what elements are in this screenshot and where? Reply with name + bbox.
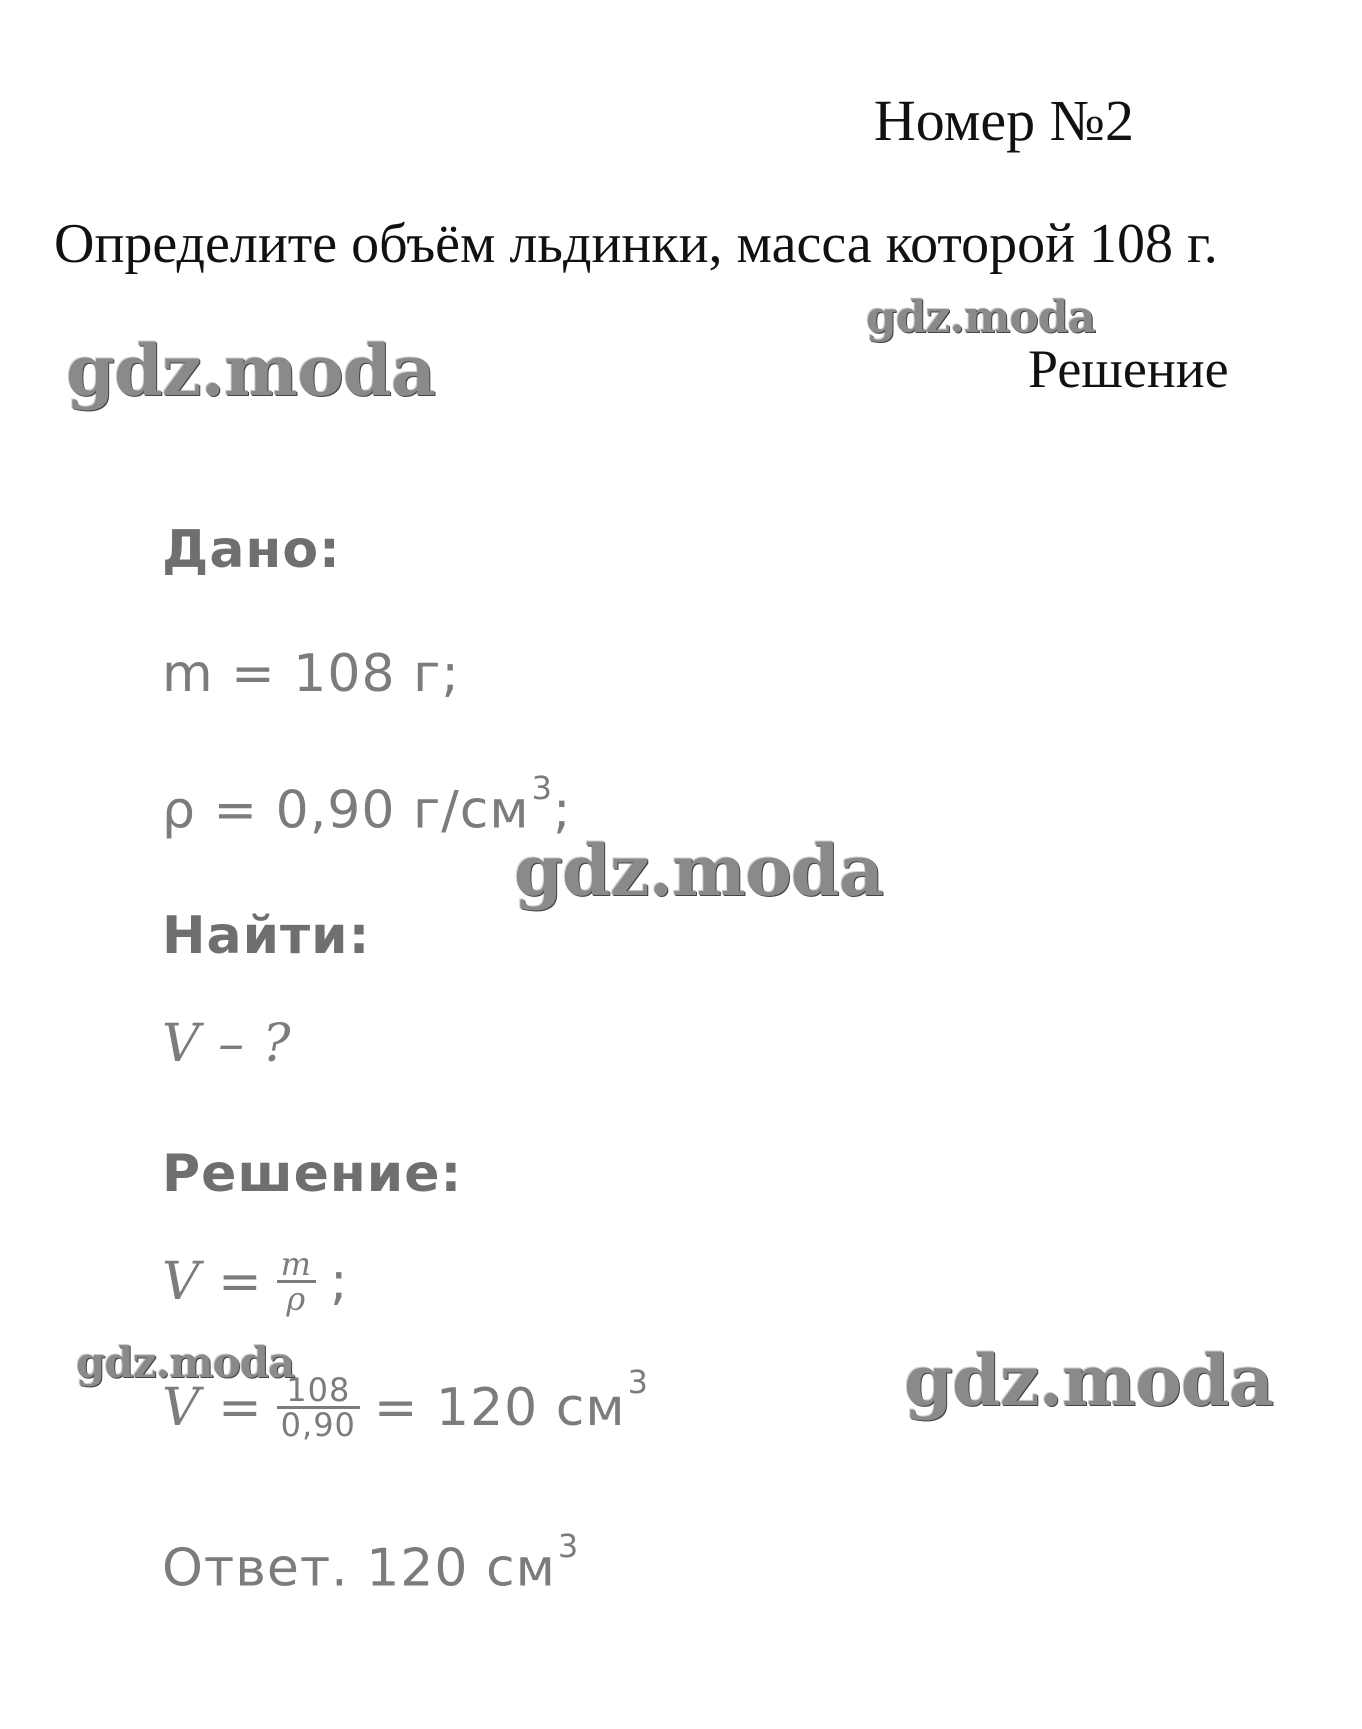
given-density-power: 3 (531, 769, 553, 807)
formula-volume (162, 1245, 349, 1318)
formula-volume-fraction (277, 1245, 316, 1318)
watermark: gdz.moda (866, 292, 1096, 343)
find-heading: Найти: (162, 906, 371, 966)
answer (162, 1527, 580, 1599)
formula-volume-end: ; (330, 1251, 349, 1312)
given-mass: m = 108 г; (162, 644, 460, 704)
fraction-numerator: 108 (277, 1374, 360, 1409)
answer-power: 3 (557, 1527, 580, 1565)
find-item: V – ? (162, 1014, 292, 1074)
formula-calc-rhs: = 120 см (373, 1377, 626, 1438)
formula-volume-lhs: V = (162, 1251, 263, 1312)
watermark: gdz.moda (904, 1339, 1274, 1422)
fraction-denominator: ρ (286, 1280, 307, 1318)
task-number: Номер №2 (873, 88, 1134, 153)
task-statement: Определите объём льдинки, масса которой 108 г. (54, 213, 1218, 275)
watermark: gdz.moda (66, 329, 436, 412)
formula-calc-fraction (277, 1371, 360, 1444)
given-density-text: ρ = 0,90 г/см (162, 780, 530, 841)
solution-title: Решение (1028, 339, 1229, 399)
given-density-end: ; (552, 780, 572, 841)
watermark: gdz.moda (76, 1338, 295, 1387)
formula-calculation (162, 1363, 649, 1444)
given-heading: Дано: (162, 520, 341, 580)
fraction-denominator: 0,90 (280, 1406, 356, 1444)
solution-heading: Решение: (162, 1144, 463, 1204)
fraction-numerator: m (277, 1248, 316, 1283)
answer-text: Ответ. 120 см (162, 1538, 556, 1599)
watermark: gdz.moda (514, 829, 884, 912)
formula-calc-lhs: V = (162, 1377, 263, 1438)
given-density (162, 769, 572, 841)
formula-calc-power: 3 (627, 1363, 649, 1402)
